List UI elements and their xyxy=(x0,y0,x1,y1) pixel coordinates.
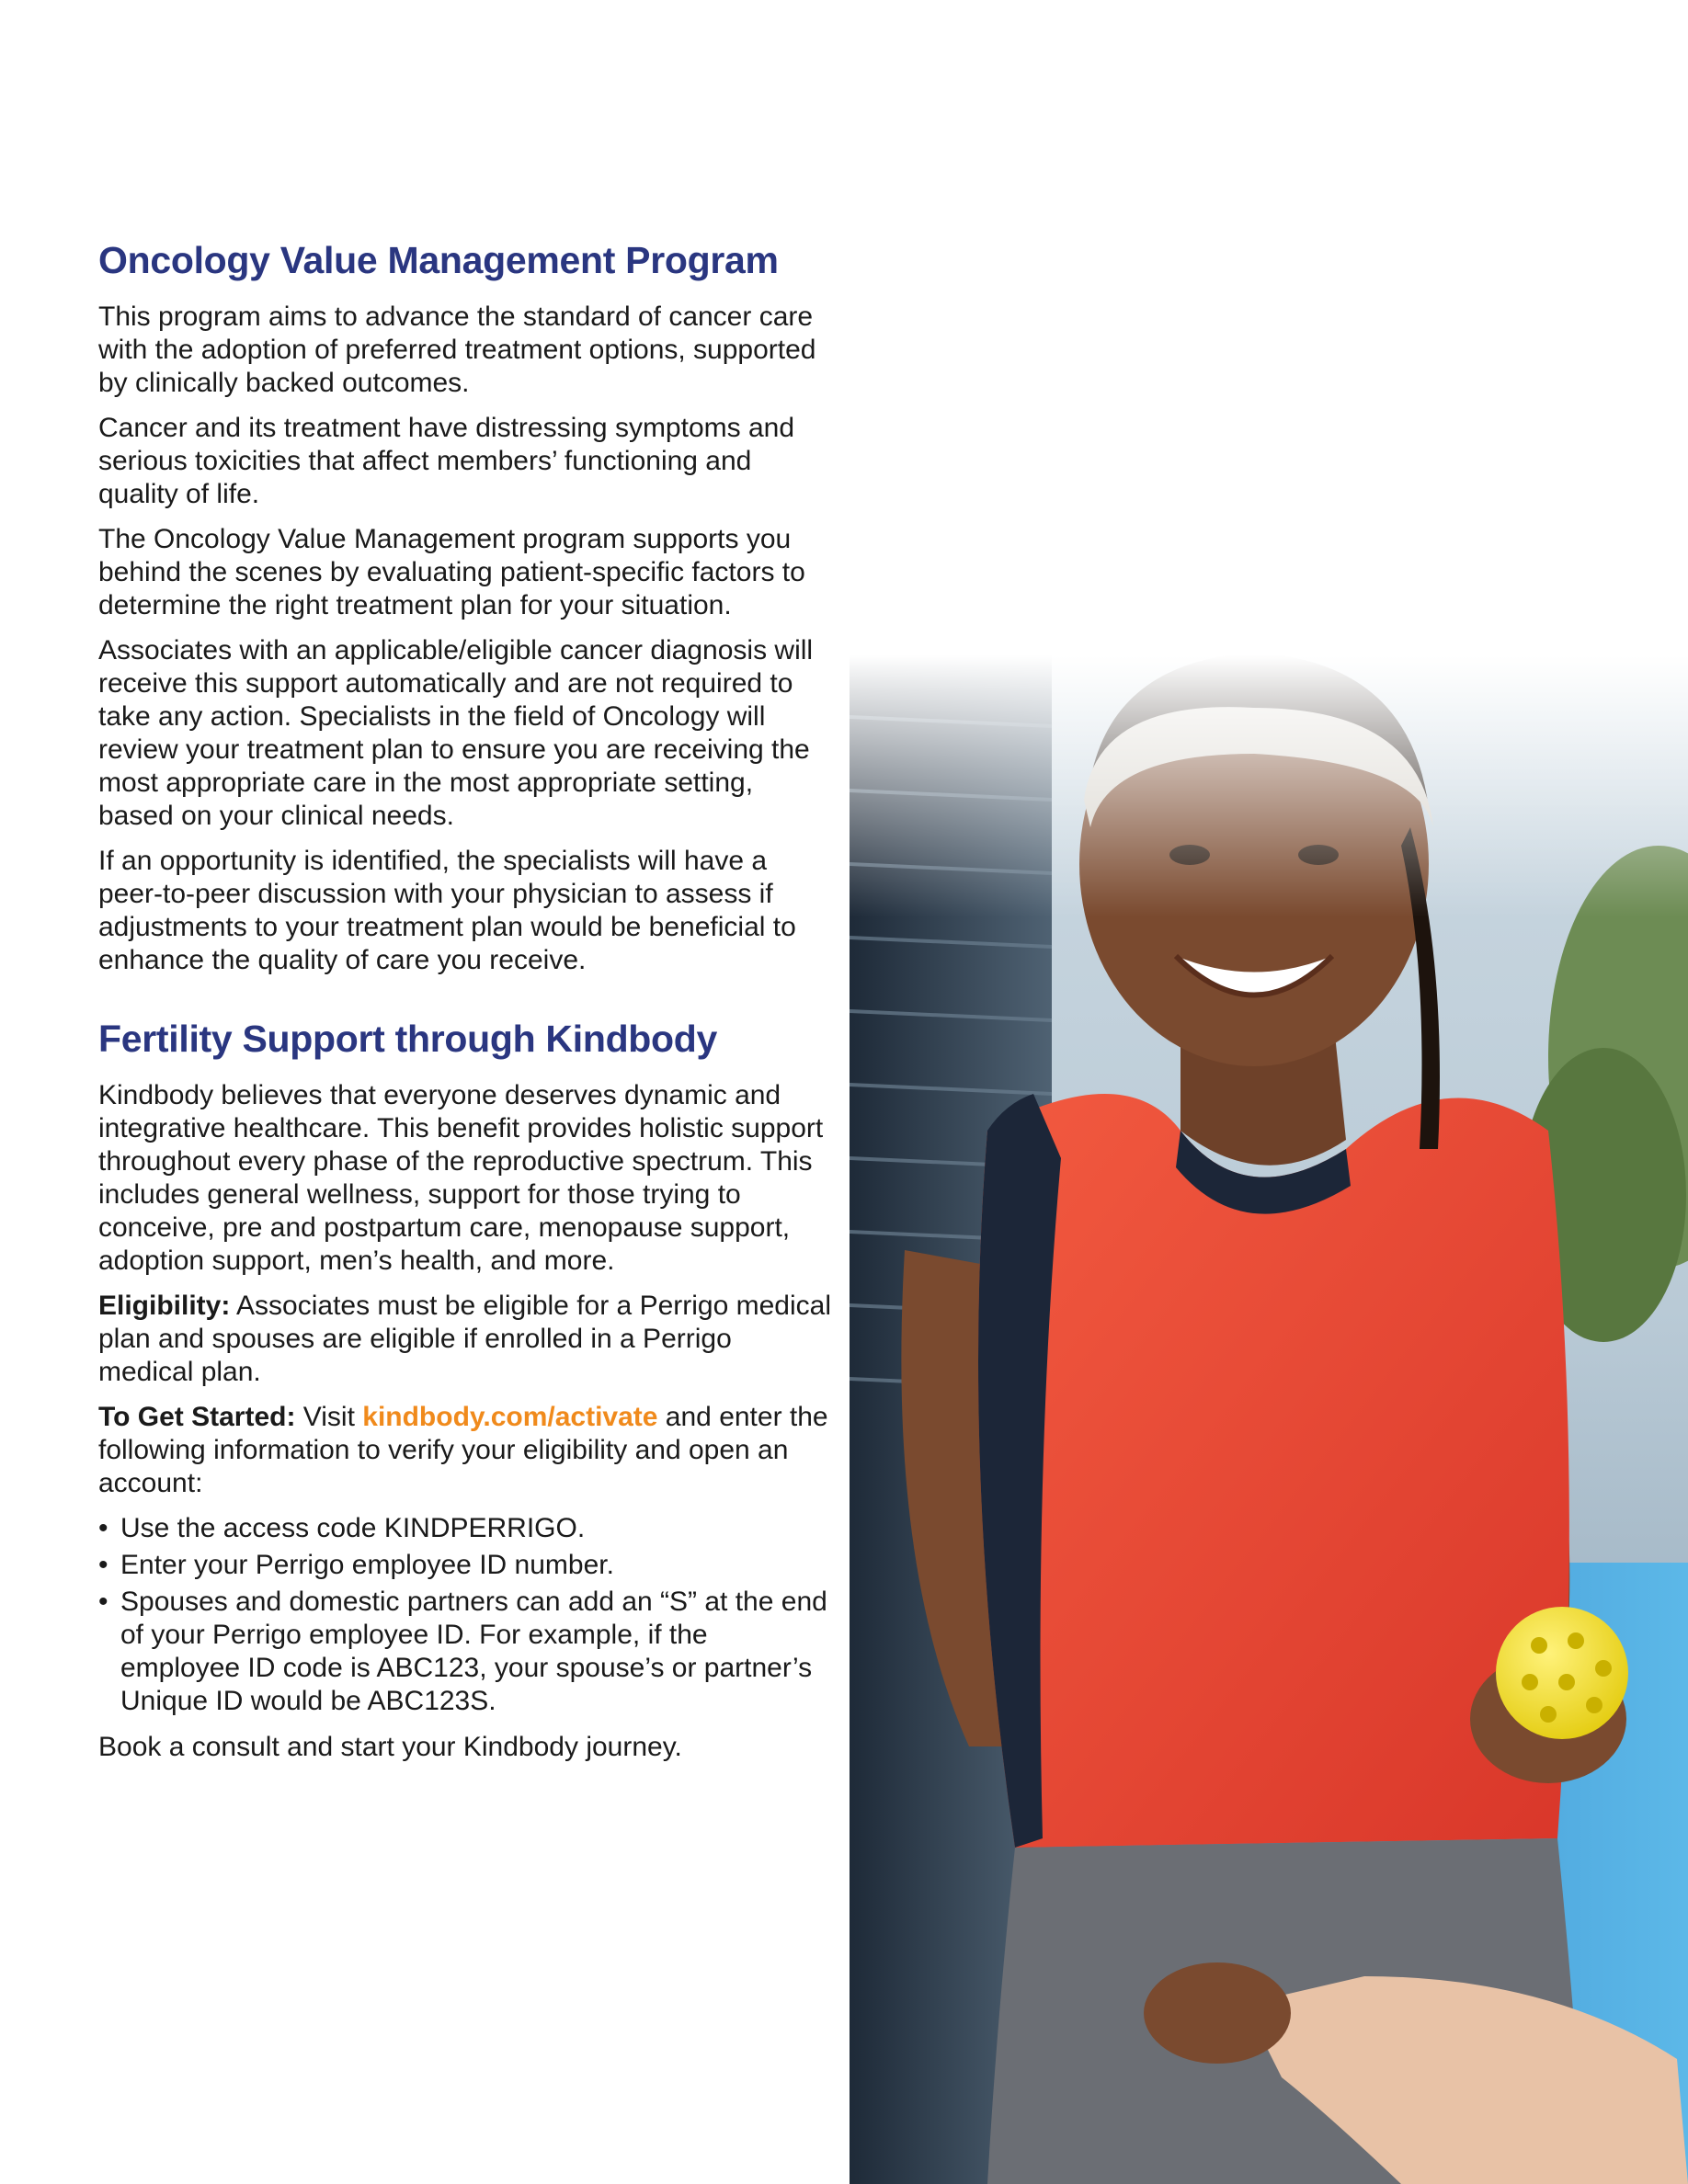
section-heading-fertility: Fertility Support through Kindbody xyxy=(98,1018,718,1060)
oncology-paragraph-3: The Oncology Value Management program supports you behind the scenes by evaluating patient-specific factors to determine the right treatment plan for your situation. xyxy=(98,524,805,620)
oncology-paragraph-5: If an opportunity is identified, the specialists will have a peer-to-peer discussion with your physician to assess if adjustments to your treatment plan would be beneficial to enhance the quality of care you receive. xyxy=(98,846,796,975)
woman-pickleball-photo xyxy=(850,0,1688,2184)
bullet-icon: • xyxy=(98,1513,108,1543)
bullet-icon: • xyxy=(98,1550,108,1580)
oncology-paragraph-1: This program aims to advance the standard of cancer care with the adoption of preferred treatment options, supported by clinically backed outcomes. xyxy=(98,301,816,398)
eligibility-text: Associates must be eligible for a Perrigo medical plan and spouses are eligible if enrolled in a Perrigo medical plan. xyxy=(98,1291,831,1387)
oncology-paragraph-4: Associates with an applicable/eligible cancer diagnosis will receive this support automatically and are not required to take any action. Specialists in the field of Oncology will review your treatment plan to ensure you are receiving the most appropriate care in the most appropriate setting, based on your clinical needs. xyxy=(98,635,814,831)
text-column xyxy=(98,239,834,1776)
get-started-paragraph xyxy=(98,1401,834,1500)
list-item-text: Enter your Perrigo employee ID number. xyxy=(120,1550,614,1580)
kindbody-activate-link[interactable]: kindbody.com/activate xyxy=(362,1402,658,1432)
list-item xyxy=(98,1586,834,1718)
list-item-text: Use the access code KINDPERRIGO. xyxy=(120,1513,586,1543)
eligibility-label: Eligibility: xyxy=(98,1291,231,1321)
list-item-text: Spouses and domestic partners can add an “S” at the end of your Perrigo employee ID. For example, if the employee ID code is ABC123, your spouse’s or partner’s Unique ID would be ABC123S. xyxy=(120,1587,827,1716)
list-item xyxy=(98,1549,834,1582)
photo-illustration xyxy=(850,0,1688,2184)
eligibility-paragraph xyxy=(98,1290,834,1389)
section-heading-oncology: Oncology Value Management Program xyxy=(98,239,779,281)
instructions-list xyxy=(98,1512,834,1718)
get-started-pre: Visit xyxy=(295,1402,363,1432)
fertility-intro: Kindbody believes that everyone deserves dynamic and integrative healthcare. This benefit provides holistic support throughout every phase of the reproductive spectrum. This includes general wellness, support for those trying to conceive, pre and postpartum care, menopause support, adoption support, men’s health, and more. xyxy=(98,1080,824,1276)
get-started-label: To Get Started: xyxy=(98,1402,296,1432)
oncology-paragraph-2: Cancer and its treatment have distressing symptoms and serious toxicities that affect members’ functioning and quality of life. xyxy=(98,413,795,509)
bullet-icon: • xyxy=(98,1587,108,1617)
list-item xyxy=(98,1512,834,1545)
closing-paragraph: Book a consult and start your Kindbody journey. xyxy=(98,1732,682,1762)
get-started-post: and enter the following information to verify your eligibility and open an account: xyxy=(98,1402,828,1498)
